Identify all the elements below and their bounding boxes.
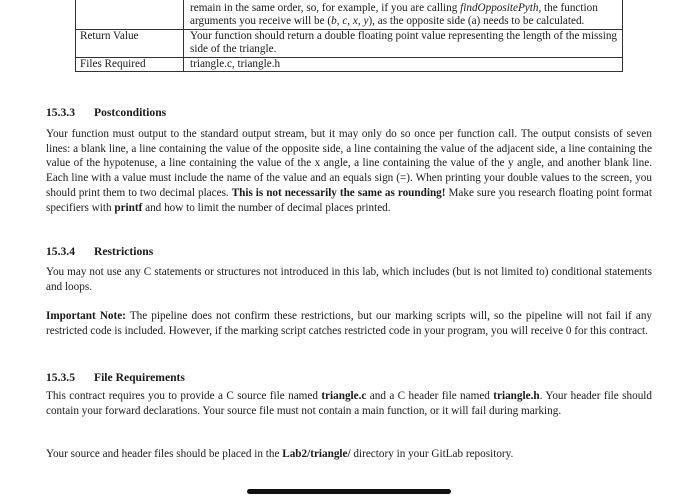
table-value-cell: triangle.c, triangle.h <box>184 57 623 71</box>
table-row <box>76 0 623 29</box>
table-key-cell-empty <box>76 0 184 29</box>
file-requirements-paragraph: This contract requires you to provide a C source file named triangle.c and a C header file named triangle.h. Your header file should contain your forward declarations. Your source file must not contain a main function, or it will fail during marking. <box>46 390 652 417</box>
restrictions-paragraph: You may not use any C statements or structures not introduced in this lab, which includes (but is not limited to) conditional statements and loops. <box>46 266 652 293</box>
file-location-paragraph: Your source and header files should be placed in the Lab2/triangle/ directory in your GitLab repository. <box>46 448 514 460</box>
table-row <box>76 29 623 57</box>
section-heading-file-requirements: 15.3.5 File Requirements <box>46 371 185 384</box>
function-name: findOppositePyth <box>460 2 539 14</box>
table-value-cell: remain in the same order, so, for example, if you are calling findOppositePyth, the function arguments you receive will be (b, c, x, y), as the opposite side (a) needs to be calculated. <box>184 0 623 29</box>
important-note-paragraph: Important Note: The pipeline does not confirm these restrictions, but our marking scripts will, so the pipeline will not fail if any restricted code is included. However, if the marking script catches restricted code in your program, you will receive 0 for this contract. <box>46 310 653 337</box>
function-args: b, c, x, y <box>331 15 369 28</box>
table-key-cell: Files Required <box>76 57 184 71</box>
table-value-cell: Your function should return a double floating point value representing the length of the missing side of the triangle. <box>184 29 623 57</box>
function-spec-table <box>75 0 623 72</box>
section-heading-restrictions: 15.3.4 Restrictions <box>46 245 154 258</box>
table-key-cell: Return Value <box>76 29 184 57</box>
section-heading-postconditions: 15.3.3 Postconditions <box>46 106 167 119</box>
postconditions-paragraph: Your function must output to the standard output stream, but it may only do so once per function call. The output consists of seven lines: a blank line, a line containing the value of the opposite side, a line containing the value of the adjacent side, a line containing the value of the hypotenuse, a line containing the value of the x angle, a line containing the value of the y angle, and another blank line. Each line with a value must include the name of the value and an equals sign (=). When printing your double values to the screen, you should print them to two decimal places. This is not necessarily the same as rounding! Make sure you research floating point format specifiers with printf and how to limit the number of decimal places printed. <box>46 128 652 214</box>
home-indicator-bar[interactable] <box>247 489 451 494</box>
table-row <box>76 57 623 71</box>
